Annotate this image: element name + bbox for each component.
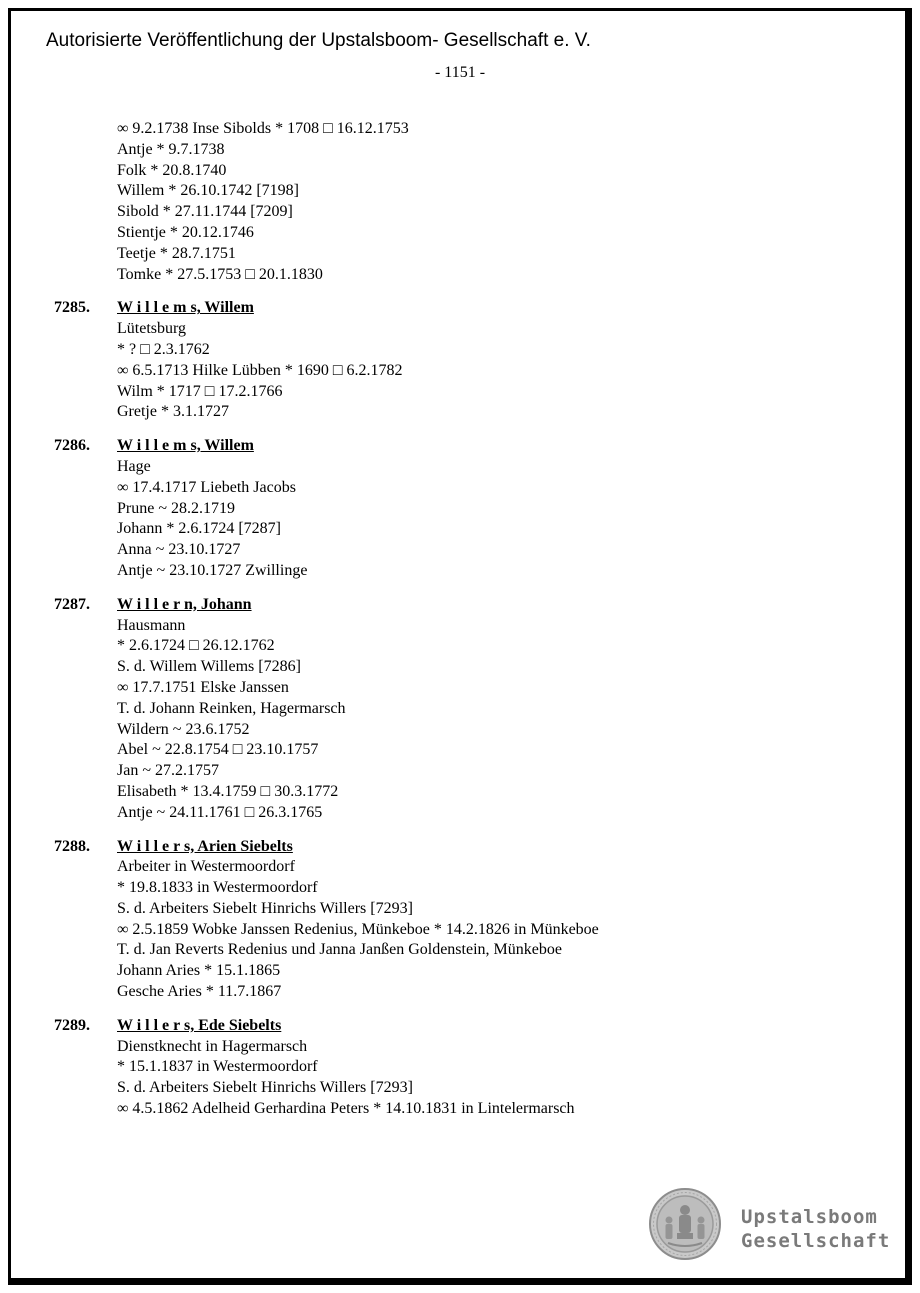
entry-line: ∞ 6.5.1713 Hilke Lübben * 1690 □ 6.2.1782 (117, 361, 403, 379)
entry-7288 (0, 837, 920, 1003)
entry-line: Antje ~ 23.10.1727 Zwillinge (117, 561, 308, 579)
entry-line: S. d. Arbeiters Siebelt Hinrichs Willers [7293] (117, 1079, 413, 1097)
entry-line: Gretje * 3.1.1727 (117, 403, 229, 421)
entry-line: * 19.8.1833 in Westermoordorf (117, 879, 318, 897)
entry-line: S. d. Arbeiters Siebelt Hinrichs Willers [7293] (117, 899, 413, 917)
entry-7289 (0, 1016, 920, 1120)
entry-line: Jan ~ 27.2.1757 (117, 762, 219, 780)
intro-line: Willem * 26.10.1742 [7198] (117, 182, 299, 200)
genealogy-content (0, 119, 920, 1120)
entry-line: S. d. Willem Willems [7286] (117, 658, 301, 676)
entry-line: Hage (117, 457, 151, 475)
entry-line: * ? □ 2.3.1762 (117, 340, 210, 358)
page-number: - 1151 - (434, 64, 486, 81)
entry-number: 7288. (54, 837, 90, 855)
entry-number: 7289. (54, 1016, 90, 1034)
entry-line: Johann * 2.6.1724 [7287] (117, 520, 281, 538)
logo-line-1: Upstalsboom (741, 1206, 878, 1228)
entry-name: W i l l e m s, Willem (117, 437, 254, 455)
entry-line: ∞ 17.4.1717 Liebeth Jacobs (117, 478, 296, 496)
entry-line: Lütetsburg (117, 320, 187, 338)
entry-line: Hausmann (117, 616, 186, 634)
entry-line: Abel ~ 22.8.1754 □ 23.10.1757 (117, 741, 319, 759)
entry-line: * 2.6.1724 □ 26.12.1762 (117, 637, 275, 655)
entry-heading (0, 298, 920, 319)
entry-name: W i l l e r n, Johann (117, 595, 252, 613)
entry-line: ∞ 2.5.1859 Wobke Janssen Redenius, Münkeboe * 14.2.1826 in Münkeboe (117, 920, 599, 938)
intro-line: Folk * 20.8.1740 (117, 161, 227, 179)
upstalsboom-logo (741, 1205, 890, 1253)
intro-line: Tomke * 27.5.1753 □ 20.1.1830 (117, 265, 323, 283)
entry-line: Arbeiter in Westermoordorf (117, 858, 295, 876)
intro-line: Sibold * 27.11.1744 [7209] (117, 203, 293, 221)
entry-line: ∞ 4.5.1862 Adelheid Gerhardina Peters * 14.10.1831 in Lintelermarsch (117, 1100, 575, 1118)
entry-line: ∞ 17.7.1751 Elske Janssen (117, 678, 289, 696)
entry-7285 (0, 298, 920, 423)
entry-7286 (0, 436, 920, 582)
entry-line: T. d. Johann Reinken, Hagermarsch (117, 699, 346, 717)
entry-7287 (0, 595, 920, 824)
entry-name: W i l l e m s, Willem (117, 299, 254, 317)
intro-line: Teetje * 28.7.1751 (117, 244, 236, 262)
entry-heading (0, 595, 920, 616)
entry-line: Anna ~ 23.10.1727 (117, 541, 241, 559)
entry-name: W i l l e r s, Ede Siebelts (117, 1016, 282, 1034)
entry-number: 7287. (54, 595, 90, 613)
logo-line-2: Gesellschaft (741, 1230, 891, 1252)
entry-heading (0, 1016, 920, 1037)
entry-heading (0, 837, 920, 858)
intro-line: Stientje * 20.12.1746 (117, 223, 254, 241)
page-header: Autorisierte Veröffentlichung der Upstalsboom- Gesellschaft e. V. (46, 30, 591, 51)
entry-line: Wilm * 1717 □ 17.2.1766 (117, 382, 283, 400)
entry-line: T. d. Jan Reverts Redenius und Janna Janßen Goldenstein, Münkeboe (117, 941, 562, 959)
intro-line: Antje * 9.7.1738 (117, 140, 225, 158)
intro-line: ∞ 9.2.1738 Inse Sibolds * 1708 □ 16.12.1753 (117, 120, 409, 137)
entry-line: Gesche Aries * 11.7.1867 (117, 983, 282, 1001)
entry-line: Antje ~ 24.11.1761 □ 26.3.1765 (117, 803, 323, 821)
entry-number: 7286. (54, 437, 90, 455)
entry-line: Elisabeth * 13.4.1759 □ 30.3.1772 (117, 782, 339, 800)
entry-heading (0, 436, 920, 457)
entry-number: 7285. (54, 299, 90, 317)
entry-line: Johann Aries * 15.1.1865 (117, 962, 281, 980)
entry-line: Dienstknecht in Hagermarsch (117, 1037, 308, 1055)
seal-icon (648, 1187, 722, 1266)
entry-name: W i l l e r s, Arien Siebelts (117, 837, 293, 855)
entry-line: Prune ~ 28.2.1719 (117, 499, 235, 517)
entry-line: * 15.1.1837 in Westermoordorf (117, 1058, 318, 1076)
entry-line: Wildern ~ 23.6.1752 (117, 720, 250, 738)
intro-block (0, 119, 920, 285)
